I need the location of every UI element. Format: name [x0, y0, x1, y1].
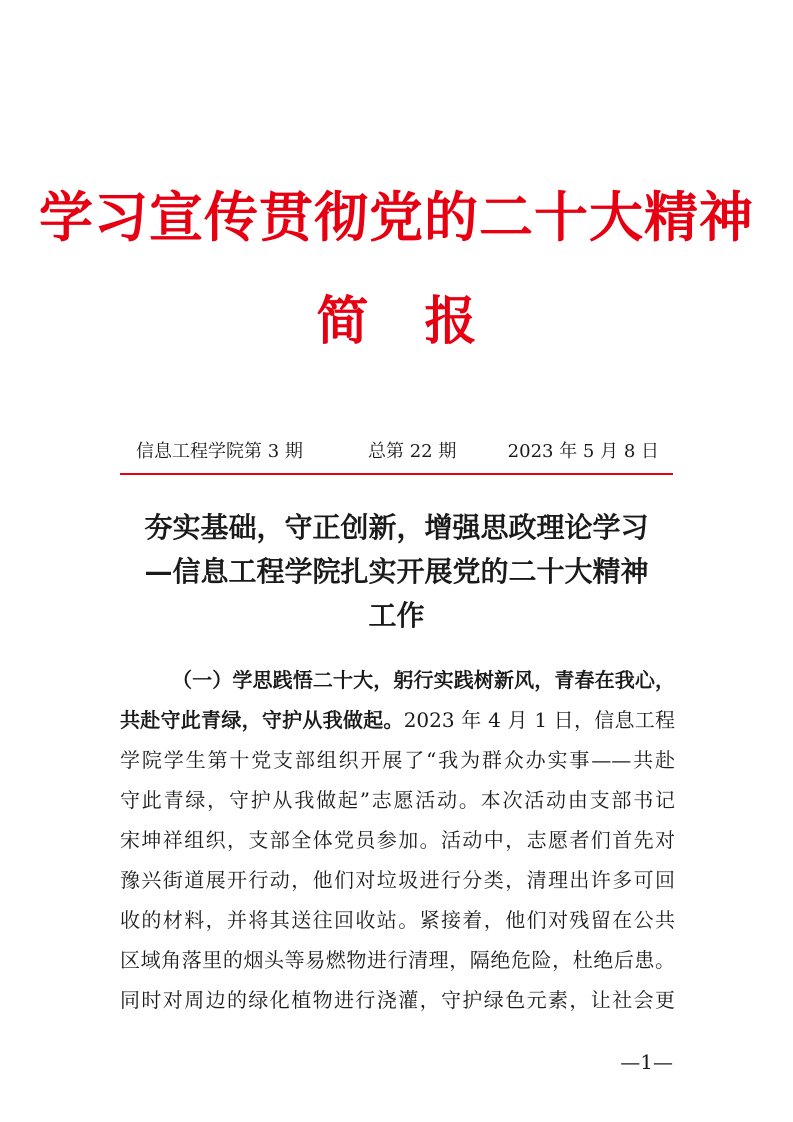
page-number: —1—	[620, 1050, 673, 1074]
masthead-title: 学习宣传贯彻党的二十大精神	[39, 185, 754, 249]
body-line: 守此青绿，守护从我做起”志愿活动。本次活动由支部书记	[120, 788, 675, 812]
headline-line-3: 工作	[368, 599, 425, 632]
body-line: 收的材料，并将其送往回收站。紧接着，他们对残留在公共	[120, 908, 675, 932]
body-line	[120, 660, 675, 700]
body-line: 宋坤祥组织，支部全体党员参加。活动中，志愿者们首先对	[120, 828, 675, 852]
body-line: 豫兴街道展开行动，他们对垃圾进行分类，清理出许多可回	[120, 868, 675, 892]
body-line: 同时对周边的绿化植物进行浇灌，守护绿色元素，让社会更	[120, 988, 675, 1012]
headline-line-1: 夯实基础，守正创新，增强思政理论学习	[144, 511, 649, 544]
issue-date: 2023 年 5 月 8 日	[507, 441, 659, 462]
article-headline	[100, 506, 693, 638]
body-line: 学院学生第十党支部组织开展了“我为群众办实事——共赴	[120, 748, 675, 772]
body-line	[120, 700, 675, 740]
article-body	[120, 660, 675, 1020]
masthead-subtitle	[0, 291, 793, 352]
body-text-segment: 2023 年 4 月 1 日，信息工程	[403, 708, 676, 732]
issue-info	[128, 440, 665, 464]
lead-sentence-part-1: （一）学思践悟二十大，躬行实践树新风，青春在我心，	[172, 668, 675, 692]
lead-sentence-part-2: 共赴守此青绿，守护从我做起。	[120, 708, 404, 732]
body-line: 区域角落里的烟头等易燃物进行清理，隔绝危险，杜绝后患。	[120, 948, 675, 972]
masthead-subtitle-char-1: 简	[316, 291, 369, 352]
red-divider	[120, 473, 673, 475]
masthead-subtitle-char-2: 报	[424, 291, 477, 352]
headline-line-2: —信息工程学院扎实开展党的二十大精神	[144, 555, 649, 588]
total-issue: 总第 22 期	[368, 441, 457, 462]
college-issue: 信息工程学院第 3 期	[136, 441, 303, 462]
